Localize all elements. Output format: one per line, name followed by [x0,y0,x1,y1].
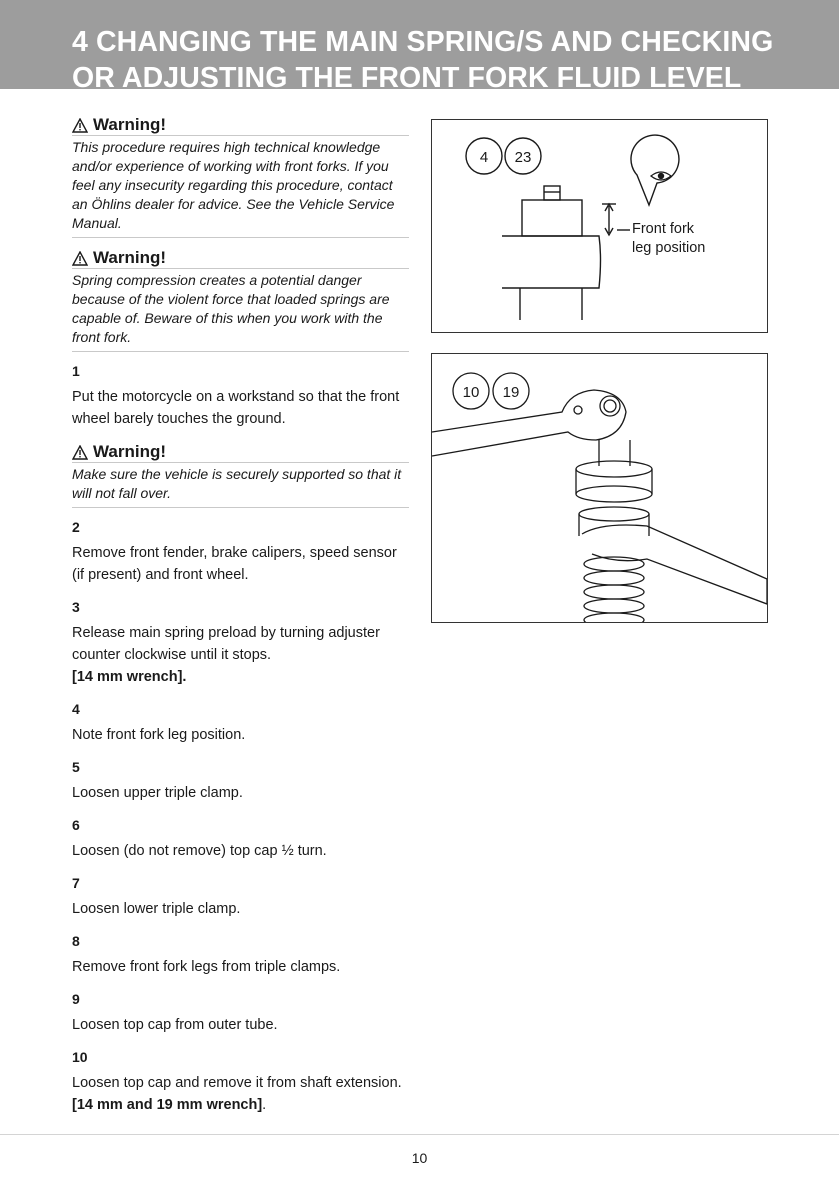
step-number: 5 [72,759,80,775]
top-cap-nut [576,461,652,477]
instructions-column [72,115,409,1128]
warning-text: Make sure the vehicle is securely supported so that it will not fall over. [72,463,409,508]
outer-tube [502,236,601,288]
step-item [72,700,409,746]
step-item [72,362,409,430]
top-cap [522,200,582,236]
upper-wrench [432,390,626,456]
step-number: 8 [72,933,80,949]
step-item [72,598,409,688]
callout-number: 4 [479,149,489,166]
warning-heading [72,442,409,463]
spring-coil [584,557,644,571]
step-number: 9 [72,991,80,1007]
warning-heading [72,248,409,269]
step-number: 2 [72,519,80,535]
step-text: Loosen lower triple clamp. [72,901,241,917]
warning-block [72,115,409,238]
step-number: 6 [72,817,80,833]
step-text: Loosen top cap from outer tube. [72,1017,278,1033]
page-number: 10 [411,1150,428,1166]
step-number: 3 [72,599,80,615]
step-text: Loosen (do not remove) top cap ½ turn. [72,843,327,859]
callout-number: 23 [514,149,532,166]
warning-block [72,442,409,508]
step-item [72,1048,409,1116]
step-text: Remove front fork legs from triple clamps. [72,959,341,975]
step-number: 10 [72,1049,88,1065]
warning-block [72,248,409,352]
warning-label: Warning! [93,115,167,134]
speech-bubble [631,135,679,205]
step-text: Remove front fender, brake calipers, speed sensor (if present) and front wheel. [72,545,397,583]
callout-number: 10 [462,384,480,401]
warning-triangle-icon [72,118,88,133]
callout-number: 19 [502,384,520,401]
figure-caption-line-2: leg position [632,240,706,256]
step-item [72,518,409,586]
figure-fork-leg-position [431,119,768,333]
step-item [72,874,409,920]
page-title-line-1: 4 CHANGING THE MAIN SPRING/S AND CHECKING [72,26,774,58]
step-tool-suffix: . [262,1097,267,1113]
step-item [72,758,409,804]
step-text: Loosen upper triple clamp. [72,785,243,801]
step-tool-label: [14 mm and 19 mm wrench] [72,1097,263,1113]
step-text: Loosen top cap and remove it from shaft extension. [72,1075,402,1091]
lower-wrench [582,525,767,604]
step-item [72,932,409,978]
figure-top-cap-wrench [431,353,768,623]
warning-text: Spring compression creates a potential danger because of the violent force that loaded springs are capable of. Beware of this when you work with the front fork. [72,269,409,352]
step-tool [72,1094,409,1116]
page-title-line-2: OR ADJUSTING THE FRONT FORK FLUID LEVEL [72,62,742,94]
warning-label: Warning! [93,442,167,461]
warning-triangle-icon [72,445,88,460]
step-item [72,990,409,1036]
warning-heading [72,115,409,136]
warning-label: Warning! [93,248,167,267]
step-number: 4 [72,701,80,717]
footer-divider [0,1134,839,1135]
warning-triangle-icon [72,251,88,266]
step-number: 1 [72,363,80,379]
step-item [72,816,409,862]
wrench-illustration [432,354,767,622]
step-number: 7 [72,875,80,891]
fork-leg-illustration [432,120,767,332]
step-text: Note front fork leg position. [72,727,246,743]
figure-caption [632,220,705,258]
step-tool: [14 mm wrench]. [72,669,187,685]
cap-bolt [544,186,560,200]
page-title [72,24,773,96]
warning-text: This procedure requires high technical knowledge and/or experience of working with front forks. If you feel any insecurity regarding this procedure, contact an Öhlins dealer for advice. See the Vehicle Service Manual. [72,136,409,238]
step-text: Put the motorcycle on a workstand so that the front wheel barely touches the ground. [72,389,400,427]
step-text: Release main spring preload by turning adjuster counter clockwise until it stops. [72,625,380,663]
figure-caption-line-1: Front fork [632,221,695,237]
